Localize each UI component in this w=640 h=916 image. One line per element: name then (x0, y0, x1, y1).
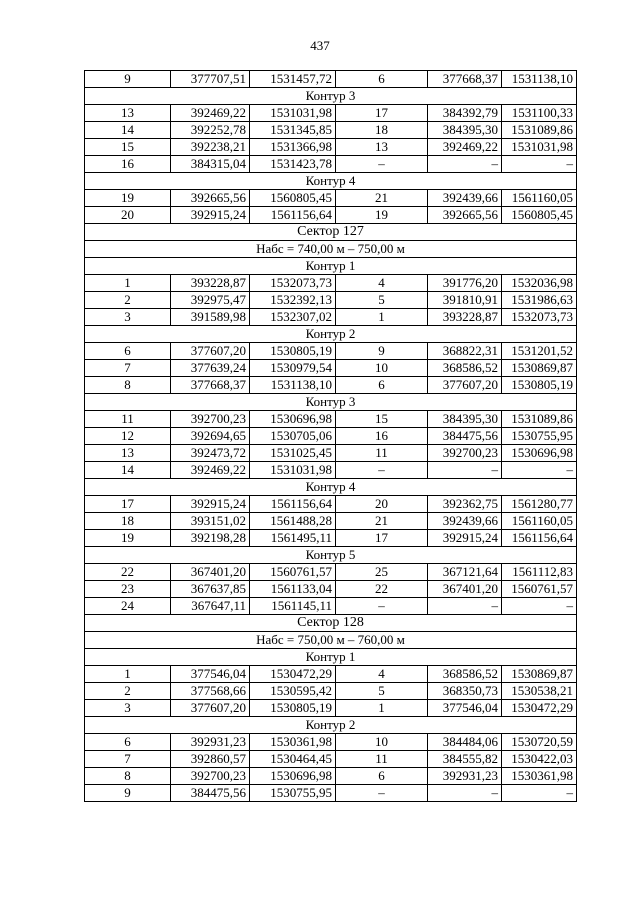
table-row (85, 751, 577, 768)
x-coordinate-cell: 368586,52 (428, 360, 502, 377)
contour-header-row (85, 173, 577, 190)
x-coordinate-cell: 392860,57 (171, 751, 250, 768)
point-number-cell: 14 (85, 462, 171, 479)
point-number-cell: – (336, 156, 428, 173)
point-number-cell: 15 (85, 139, 171, 156)
point-number-cell: 22 (85, 564, 171, 581)
altitude-range: Набс = 750,00 м – 760,00 м (85, 632, 577, 649)
point-number-cell: 8 (85, 377, 171, 394)
x-coordinate-cell: 377607,20 (171, 700, 250, 717)
point-number-cell: 4 (336, 666, 428, 683)
point-number-cell: 6 (85, 343, 171, 360)
point-number-cell: 5 (336, 292, 428, 309)
contour-header-row (85, 88, 577, 105)
contour-header-row (85, 547, 577, 564)
table-row (85, 207, 577, 224)
y-coordinate-cell: – (502, 462, 577, 479)
point-number-cell: 11 (336, 445, 428, 462)
y-coordinate-cell: 1530705,06 (250, 428, 336, 445)
contour-header-row (85, 649, 577, 666)
x-coordinate-cell: 393228,87 (171, 275, 250, 292)
table-row (85, 734, 577, 751)
y-coordinate-cell: 1532307,02 (250, 309, 336, 326)
table-row (85, 411, 577, 428)
x-coordinate-cell: 384475,56 (428, 428, 502, 445)
x-coordinate-cell: 392362,75 (428, 496, 502, 513)
x-coordinate-cell: – (428, 462, 502, 479)
y-coordinate-cell: 1531138,10 (250, 377, 336, 394)
point-number-cell: 7 (85, 751, 171, 768)
table-row (85, 785, 577, 802)
x-coordinate-cell: 392915,24 (171, 207, 250, 224)
x-coordinate-cell: 384315,04 (171, 156, 250, 173)
x-coordinate-cell: 377668,37 (171, 377, 250, 394)
y-coordinate-cell: 1560761,57 (250, 564, 336, 581)
table-row (85, 105, 577, 122)
x-coordinate-cell: 384395,30 (428, 411, 502, 428)
table-row (85, 428, 577, 445)
table-row (85, 156, 577, 173)
point-number-cell: 19 (336, 207, 428, 224)
y-coordinate-cell: 1530696,98 (502, 445, 577, 462)
x-coordinate-cell: 392469,22 (171, 462, 250, 479)
x-coordinate-cell: 377668,37 (428, 71, 502, 88)
point-number-cell: 3 (85, 309, 171, 326)
table-row (85, 598, 577, 615)
x-coordinate-cell: 392238,21 (171, 139, 250, 156)
y-coordinate-cell: 1531031,98 (250, 105, 336, 122)
point-number-cell: 6 (336, 377, 428, 394)
y-coordinate-cell: 1530361,98 (250, 734, 336, 751)
y-coordinate-cell: 1531025,45 (250, 445, 336, 462)
table-row (85, 343, 577, 360)
y-coordinate-cell: 1530472,29 (502, 700, 577, 717)
table-row (85, 445, 577, 462)
contour-header: Контур 3 (85, 88, 577, 105)
contour-header-row (85, 394, 577, 411)
y-coordinate-cell: 1530755,95 (502, 428, 577, 445)
x-coordinate-cell: – (428, 156, 502, 173)
x-coordinate-cell: – (428, 785, 502, 802)
sector-header-row (85, 615, 577, 632)
y-coordinate-cell: 1561145,11 (250, 598, 336, 615)
table-row (85, 122, 577, 139)
page-number: 437 (310, 38, 330, 53)
x-coordinate-cell: 377607,20 (171, 343, 250, 360)
x-coordinate-cell: 377568,66 (171, 683, 250, 700)
y-coordinate-cell: 1561156,64 (250, 496, 336, 513)
point-number-cell: 4 (336, 275, 428, 292)
x-coordinate-cell: 392665,56 (171, 190, 250, 207)
x-coordinate-cell: 392439,66 (428, 513, 502, 530)
y-coordinate-cell: 1531100,33 (502, 105, 577, 122)
point-number-cell: 19 (85, 530, 171, 547)
x-coordinate-cell: 392700,23 (171, 411, 250, 428)
contour-header: Контур 1 (85, 258, 577, 275)
table-row (85, 513, 577, 530)
y-coordinate-cell: 1530696,98 (250, 411, 336, 428)
y-coordinate-cell: 1561156,64 (250, 207, 336, 224)
x-coordinate-cell: 367647,11 (171, 598, 250, 615)
y-coordinate-cell: 1531089,86 (502, 122, 577, 139)
altitude-range-row (85, 241, 577, 258)
point-number-cell: 6 (336, 71, 428, 88)
y-coordinate-cell: 1531031,98 (502, 139, 577, 156)
y-coordinate-cell: 1530720,59 (502, 734, 577, 751)
y-coordinate-cell: 1530805,19 (250, 700, 336, 717)
point-number-cell: 17 (336, 105, 428, 122)
x-coordinate-cell: 367637,85 (171, 581, 250, 598)
table-row (85, 71, 577, 88)
y-coordinate-cell: 1530805,19 (250, 343, 336, 360)
point-number-cell: 23 (85, 581, 171, 598)
y-coordinate-cell: 1561112,83 (502, 564, 577, 581)
point-number-cell: 2 (85, 683, 171, 700)
contour-header: Контур 1 (85, 649, 577, 666)
table-row (85, 666, 577, 683)
sector-header: Сектор 128 (85, 615, 577, 632)
x-coordinate-cell: 392665,56 (428, 207, 502, 224)
table-row (85, 292, 577, 309)
x-coordinate-cell: 384555,82 (428, 751, 502, 768)
x-coordinate-cell: 384475,56 (171, 785, 250, 802)
x-coordinate-cell: 367401,20 (428, 581, 502, 598)
contour-header: Контур 4 (85, 479, 577, 496)
point-number-cell: 13 (336, 139, 428, 156)
altitude-range: Набс = 740,00 м – 750,00 м (85, 241, 577, 258)
point-number-cell: 6 (336, 768, 428, 785)
point-number-cell: 10 (336, 360, 428, 377)
y-coordinate-cell: 1532073,73 (250, 275, 336, 292)
x-coordinate-cell: 377546,04 (171, 666, 250, 683)
table-row (85, 139, 577, 156)
y-coordinate-cell: 1530869,87 (502, 666, 577, 683)
x-coordinate-cell: 392931,23 (171, 734, 250, 751)
point-number-cell: 7 (85, 360, 171, 377)
point-number-cell: 21 (336, 190, 428, 207)
y-coordinate-cell: 1560805,45 (250, 190, 336, 207)
table-row (85, 581, 577, 598)
y-coordinate-cell: 1530472,29 (250, 666, 336, 683)
x-coordinate-cell: 368586,52 (428, 666, 502, 683)
table-row (85, 360, 577, 377)
contour-header-row (85, 717, 577, 734)
y-coordinate-cell: 1531986,63 (502, 292, 577, 309)
point-number-cell: 18 (336, 122, 428, 139)
y-coordinate-cell: 1530422,03 (502, 751, 577, 768)
sector-header-row (85, 224, 577, 241)
x-coordinate-cell: 392915,24 (171, 496, 250, 513)
y-coordinate-cell: 1531201,52 (502, 343, 577, 360)
y-coordinate-cell: 1561495,11 (250, 530, 336, 547)
point-number-cell: 15 (336, 411, 428, 428)
contour-header-row (85, 258, 577, 275)
x-coordinate-cell: 392915,24 (428, 530, 502, 547)
point-number-cell: 20 (336, 496, 428, 513)
table-row (85, 564, 577, 581)
point-number-cell: 11 (336, 751, 428, 768)
point-number-cell: 1 (336, 700, 428, 717)
x-coordinate-cell: – (428, 598, 502, 615)
y-coordinate-cell: 1531031,98 (250, 462, 336, 479)
point-number-cell: 16 (85, 156, 171, 173)
y-coordinate-cell: 1530755,95 (250, 785, 336, 802)
point-number-cell: – (336, 462, 428, 479)
x-coordinate-cell: 392469,22 (171, 105, 250, 122)
x-coordinate-cell: 377639,24 (171, 360, 250, 377)
x-coordinate-cell: 391589,98 (171, 309, 250, 326)
point-number-cell: 8 (85, 768, 171, 785)
y-coordinate-cell: – (502, 598, 577, 615)
point-number-cell: 12 (85, 428, 171, 445)
x-coordinate-cell: 377707,51 (171, 71, 250, 88)
x-coordinate-cell: 392700,23 (171, 768, 250, 785)
y-coordinate-cell: 1530595,42 (250, 683, 336, 700)
y-coordinate-cell: 1530464,45 (250, 751, 336, 768)
x-coordinate-cell: 368822,31 (428, 343, 502, 360)
x-coordinate-cell: 392439,66 (428, 190, 502, 207)
point-number-cell: – (336, 598, 428, 615)
point-number-cell: 19 (85, 190, 171, 207)
y-coordinate-cell: 1532392,13 (250, 292, 336, 309)
point-number-cell: 3 (85, 700, 171, 717)
point-number-cell: 18 (85, 513, 171, 530)
point-number-cell: 17 (336, 530, 428, 547)
y-coordinate-cell: 1561160,05 (502, 190, 577, 207)
y-coordinate-cell: 1530538,21 (502, 683, 577, 700)
y-coordinate-cell: 1561280,77 (502, 496, 577, 513)
x-coordinate-cell: 384392,79 (428, 105, 502, 122)
y-coordinate-cell: 1560805,45 (502, 207, 577, 224)
table-row (85, 309, 577, 326)
x-coordinate-cell: 392473,72 (171, 445, 250, 462)
y-coordinate-cell: 1532073,73 (502, 309, 577, 326)
y-coordinate-cell: 1532036,98 (502, 275, 577, 292)
y-coordinate-cell: 1531423,78 (250, 156, 336, 173)
point-number-cell: 9 (85, 785, 171, 802)
x-coordinate-cell: 392252,78 (171, 122, 250, 139)
x-coordinate-cell: 377607,20 (428, 377, 502, 394)
y-coordinate-cell: 1561160,05 (502, 513, 577, 530)
point-number-cell: 1 (85, 275, 171, 292)
table-row (85, 190, 577, 207)
x-coordinate-cell: 392931,23 (428, 768, 502, 785)
x-coordinate-cell: 392469,22 (428, 139, 502, 156)
x-coordinate-cell: 392694,65 (171, 428, 250, 445)
x-coordinate-cell: 384395,30 (428, 122, 502, 139)
y-coordinate-cell: 1530979,54 (250, 360, 336, 377)
y-coordinate-cell: 1561488,28 (250, 513, 336, 530)
contour-header: Контур 3 (85, 394, 577, 411)
point-number-cell: 6 (85, 734, 171, 751)
point-number-cell: – (336, 785, 428, 802)
y-coordinate-cell: 1561133,04 (250, 581, 336, 598)
altitude-range-row (85, 632, 577, 649)
y-coordinate-cell: 1531138,10 (502, 71, 577, 88)
point-number-cell: 2 (85, 292, 171, 309)
point-number-cell: 24 (85, 598, 171, 615)
x-coordinate-cell: 384484,06 (428, 734, 502, 751)
x-coordinate-cell: 377546,04 (428, 700, 502, 717)
table-row (85, 275, 577, 292)
point-number-cell: 13 (85, 105, 171, 122)
point-number-cell: 14 (85, 122, 171, 139)
x-coordinate-cell: 368350,73 (428, 683, 502, 700)
table-row (85, 700, 577, 717)
point-number-cell: 9 (336, 343, 428, 360)
table-row (85, 530, 577, 547)
point-number-cell: 20 (85, 207, 171, 224)
contour-header: Контур 2 (85, 326, 577, 343)
y-coordinate-cell: 1530696,98 (250, 768, 336, 785)
x-coordinate-cell: 391810,91 (428, 292, 502, 309)
y-coordinate-cell: – (502, 156, 577, 173)
y-coordinate-cell: 1530869,87 (502, 360, 577, 377)
sector-header: Сектор 127 (85, 224, 577, 241)
contour-header: Контур 4 (85, 173, 577, 190)
point-number-cell: 10 (336, 734, 428, 751)
point-number-cell: 25 (336, 564, 428, 581)
contour-header-row (85, 479, 577, 496)
x-coordinate-cell: 367121,64 (428, 564, 502, 581)
point-number-cell: 9 (85, 71, 171, 88)
contour-header: Контур 5 (85, 547, 577, 564)
y-coordinate-cell: – (502, 785, 577, 802)
table-row (85, 768, 577, 785)
point-number-cell: 1 (85, 666, 171, 683)
y-coordinate-cell: 1531457,72 (250, 71, 336, 88)
point-number-cell: 22 (336, 581, 428, 598)
x-coordinate-cell: 392198,28 (171, 530, 250, 547)
contour-header-row (85, 326, 577, 343)
coordinates-table-body (85, 71, 577, 802)
y-coordinate-cell: 1531366,98 (250, 139, 336, 156)
x-coordinate-cell: 392975,47 (171, 292, 250, 309)
y-coordinate-cell: 1531345,85 (250, 122, 336, 139)
x-coordinate-cell: 391776,20 (428, 275, 502, 292)
point-number-cell: 16 (336, 428, 428, 445)
point-number-cell: 21 (336, 513, 428, 530)
point-number-cell: 5 (336, 683, 428, 700)
point-number-cell: 17 (85, 496, 171, 513)
x-coordinate-cell: 393228,87 (428, 309, 502, 326)
point-number-cell: 11 (85, 411, 171, 428)
y-coordinate-cell: 1530361,98 (502, 768, 577, 785)
coordinates-table (84, 70, 577, 802)
table-row (85, 377, 577, 394)
table-row (85, 496, 577, 513)
x-coordinate-cell: 367401,20 (171, 564, 250, 581)
y-coordinate-cell: 1561156,64 (502, 530, 577, 547)
contour-header: Контур 2 (85, 717, 577, 734)
y-coordinate-cell: 1530805,19 (502, 377, 577, 394)
x-coordinate-cell: 392700,23 (428, 445, 502, 462)
y-coordinate-cell: 1560761,57 (502, 581, 577, 598)
y-coordinate-cell: 1531089,86 (502, 411, 577, 428)
point-number-cell: 1 (336, 309, 428, 326)
table-row (85, 683, 577, 700)
x-coordinate-cell: 393151,02 (171, 513, 250, 530)
table-row (85, 462, 577, 479)
point-number-cell: 13 (85, 445, 171, 462)
